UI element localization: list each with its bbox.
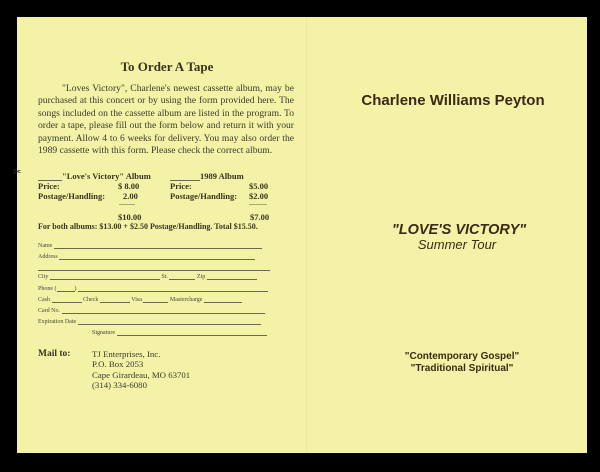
- form-payment: Cash Check Visa Mastercharge: [38, 297, 242, 303]
- album2-ph-label: Postage/Handling:: [170, 191, 238, 201]
- form-city-st-zip: City St. Zip: [38, 274, 257, 280]
- genre-contemporary: "Contemporary Gospel": [404, 351, 520, 362]
- album2-dashes: ---------: [249, 202, 267, 208]
- album2-price: $5.00: [249, 181, 269, 191]
- album2-ph: $2.00: [249, 191, 269, 201]
- album1-name: "Love's Victory" Album: [38, 171, 151, 181]
- order-intro: "Loves Victory", Charlene's newest cassette album, may be purchased at this concert or by using the form provided here. The songs included on the cassette album are listed in the program. To order a tape, please fill out the form below and return it with your payment. Allow 4 to 6 weeks for delivery. You may also order the 1989 cassette with this form. Please check the correct album.: [38, 83, 294, 157]
- mail-to-label: Mail to:: [38, 349, 71, 359]
- order-title: To Order A Tape: [120, 59, 214, 74]
- scissors-icon: ✂: [13, 167, 22, 178]
- genre-list: [382, 351, 542, 375]
- form-card-number: Card No.: [38, 308, 265, 314]
- both-albums-note: For both albums: $13.00 + $2.50 Postage/Handling. Total $15.50.: [38, 222, 258, 231]
- album1-total: $10.00: [118, 212, 142, 222]
- form-address-line2: [38, 270, 270, 271]
- form-phone: Phone ( ): [38, 286, 268, 292]
- album2-name: 1989 Album: [170, 171, 244, 181]
- artist-name: Charlene Williams Peyton: [361, 92, 545, 109]
- album1-dashes: --------: [119, 202, 135, 208]
- tour-subtitle: Summer Tour: [417, 237, 497, 252]
- brochure-page: [13, 17, 587, 453]
- album1-ph: 2.00: [123, 191, 138, 201]
- album1-price: $ 8.00: [118, 181, 140, 191]
- form-name: Name: [38, 243, 270, 249]
- album2-price-label: Price:: [170, 181, 192, 191]
- tour-title: "LOVE'S VICTORY": [391, 222, 527, 238]
- album1-price-label: Price:: [38, 181, 60, 191]
- album2-total: $7.00: [250, 212, 270, 222]
- form-address: Address: [38, 254, 255, 260]
- form-expiration: Expiration Date: [38, 319, 261, 325]
- form-signature: Signature: [92, 330, 267, 336]
- genre-traditional: "Traditional Spiritual": [410, 363, 514, 374]
- fold-line: [306, 17, 307, 453]
- mail-address: TJ Enterprises, Inc. P.O. Box 2053 Cape Girardeau, MO 63701 (314) 334-6080: [92, 349, 191, 391]
- album1-ph-label: Postage/Handling:: [38, 191, 106, 201]
